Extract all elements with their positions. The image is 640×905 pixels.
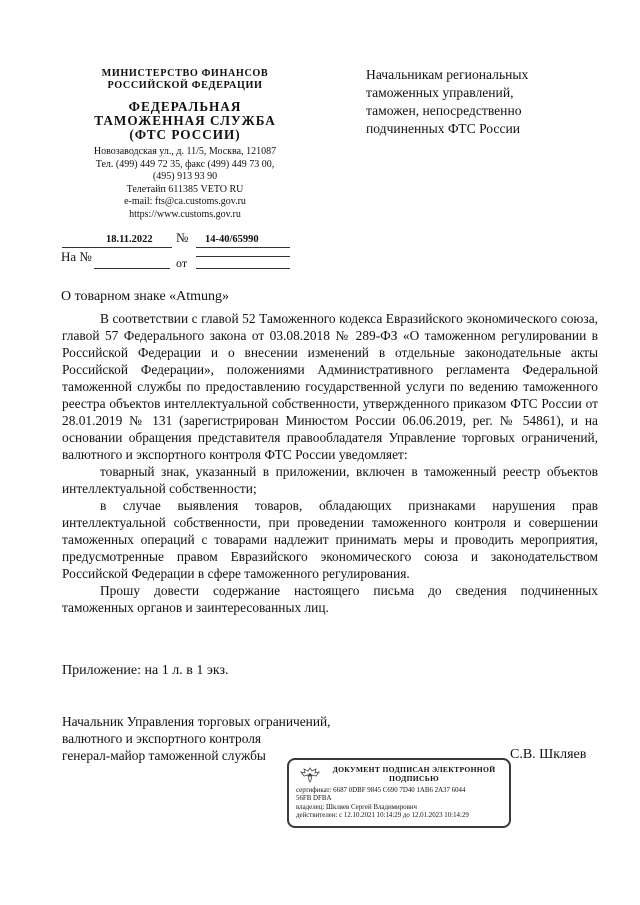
position-line: Начальник Управления торговых ограничений, (62, 714, 331, 729)
recipient-block (366, 66, 606, 138)
from-upper-underline (196, 256, 290, 257)
position-line: генерал-майор таможенной службы (62, 748, 266, 763)
body-paragraph: Прошу довести содержание настоящего письма до сведения подчиненных таможенных органов и заинтересованных лиц. (62, 583, 598, 615)
annex-note: Приложение: на 1 л. в 1 экз. (62, 663, 229, 678)
service-name (60, 100, 310, 142)
stamp-certificate: сертификат: 6687 0DBF 9845 C690 7D40 1AB6 2A37 6044 (296, 787, 466, 794)
service-line-2: ТАМОЖЕННАЯ СЛУЖБА (94, 113, 276, 128)
reference-underline (94, 268, 170, 269)
ministry-line-2: РОССИЙСКОЙ ФЕДЕРАЦИИ (107, 80, 263, 91)
stamp-certificate-continued: 56FB DFBA (296, 795, 332, 803)
service-line-1: ФЕДЕРАЛЬНАЯ (128, 99, 242, 114)
signatory-name: С.В. Шкляев (510, 747, 587, 762)
letter-subject: О товарном знаке «Atmung» (61, 289, 230, 304)
stamp-title-line-2: ПОДПИСЬЮ (389, 774, 439, 783)
contact-address: Новозаводская ул., д. 11/5, Москва, 121087 (93, 146, 277, 157)
contact-website: https://www.customs.gov.ru (129, 208, 241, 220)
body-paragraph: в случае выявления товаров, обладающих признаками нарушения прав интеллектуальной собственности, при проведении таможенного контроля и совершении таможенных операций с товарами надлежит принимать меры и проводить мероприятия, предусмотренные правом Евразийского экономического союза и законодательством Российской Федерации в сфере таможенного регулирования. (62, 498, 598, 581)
registration-date: 18.11.2022 (106, 234, 153, 245)
body-paragraph: В соответствии с главой 52 Таможенного кодекса Евразийского экономического союза, главой 57 Федерального закона от 03.08.2018 № 289-ФЗ «О таможенном регулировании в Российской Федерации и о внесении изменений в отдельные законодательные акты Российской Федерации», положениями Административного регламента Федеральной таможенной службы по предоставлению государственной услуги по ведению таможенного реестра объектов интеллектуальной собственности, утвержденного приказом ФТС России от 28.01.2019 № 131 (зарегистрирован Минюстом России 06.06.2019, рег. № 54861), и на основании обращения представителя правообладателя Управление торговых ограничений, валютного и экспортного контроля ФТС России уведомляет: (62, 311, 598, 462)
contact-email: e-mail: fts@ca.customs.gov.ru (124, 196, 246, 207)
recipient-line: таможенных управлений, (366, 85, 514, 100)
number-underline (196, 247, 290, 248)
ministry-name (60, 68, 310, 92)
reference-from-label: от (176, 256, 188, 270)
stamp-title (325, 765, 503, 783)
recipient-line: подчиненных ФТС России (366, 121, 521, 136)
contact-teletype: Телетайп 611385 VETO RU (126, 183, 244, 195)
letter-body (62, 310, 598, 616)
contact-phone-2: (495) 913 93 90 (152, 171, 218, 182)
position-line: валютного и экспортного контроля (62, 731, 262, 746)
reference-label: На № (61, 249, 92, 264)
ministry-line-1: МИНИСТЕРСТВО ФИНАНСОВ (101, 68, 269, 79)
signatory-position (62, 713, 331, 764)
stamp-details (296, 787, 469, 821)
electronic-signature-stamp (287, 758, 511, 828)
eagle-crest-icon (299, 766, 321, 784)
recipient-line: Начальникам региональных (366, 67, 529, 82)
registration-number-symbol: № (176, 230, 189, 245)
stamp-owner: владелец: Шкляев Сергей Владимирович (296, 803, 418, 811)
date-underline (62, 247, 172, 248)
body-paragraph: товарный знак, указанный в приложении, включен в таможенный реестр объектов интеллектуальной собственности; (62, 464, 598, 496)
registration-number: 14-40/65990 (205, 234, 259, 245)
contact-phone: Тел. (499) 449 72 35, факс (499) 449 73 00, (95, 158, 275, 170)
recipient-line: таможен, непосредственно (366, 103, 522, 118)
stamp-title-line-1: ДОКУМЕНТ ПОДПИСАН ЭЛЕКТРОННОЙ (332, 765, 496, 774)
contact-block (60, 146, 310, 221)
from-underline (196, 268, 290, 269)
stamp-validity: действителен: с 12.10.2021 10:14:29 до 12.01.2023 10:14:29 (296, 812, 469, 820)
service-line-3: (ФТС РОССИИ) (129, 127, 241, 142)
